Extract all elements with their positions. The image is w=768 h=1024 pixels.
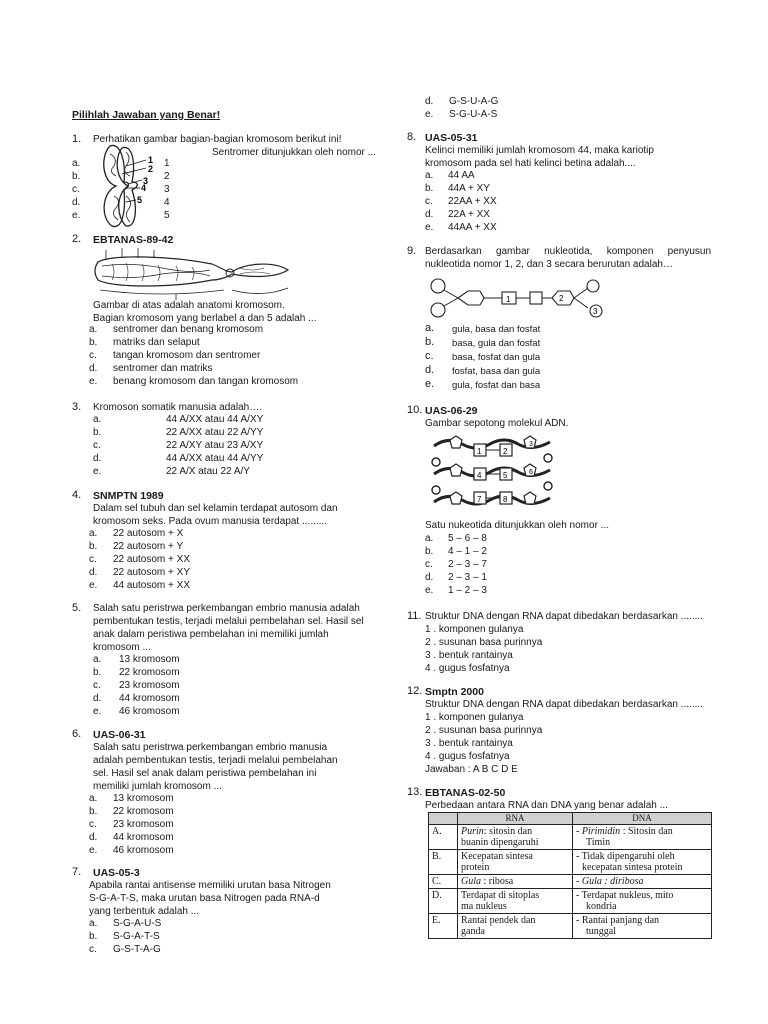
q4-opt-b: 22 autosom + Y xyxy=(113,541,184,552)
q1-opt-a-letter: a. xyxy=(72,158,81,169)
q8-opt-d-letter: d. xyxy=(425,209,434,220)
q1-opt-e-letter: e. xyxy=(72,210,81,221)
q11-item-2: 2 . susunan basa purinnya xyxy=(425,637,543,648)
dna-label-2: 2 xyxy=(503,447,508,456)
dna-label-3: 3 xyxy=(529,441,533,448)
q6-opt-a-letter: a. xyxy=(89,793,98,804)
row-b-dna-text: - Tidak dipengaruhi oleh xyxy=(576,851,675,862)
q10-opt-e: 1 – 2 – 3 xyxy=(448,585,487,596)
q5-opt-d-letter: d. xyxy=(93,693,102,704)
row-a-dna-text: : Sitosin dan xyxy=(620,826,673,837)
q6-opt-a: 13 kromosom xyxy=(113,793,174,804)
nucleotide-label-2: 2 xyxy=(559,294,564,303)
q2-text-2: Bagian kromosom yang berlabel a dan 5 adalah ... xyxy=(93,313,317,324)
q12-heading: Smptn 2000 xyxy=(425,686,484,698)
row-c-dna-prefix: - xyxy=(576,876,582,887)
q5-line-2: pembentukan testis, terjadi melalui pembelahan sel. Hasil sel xyxy=(93,616,364,627)
row-a-rna-text-2: buanin dipengaruhi xyxy=(461,837,539,848)
fig1-label-5: 5 xyxy=(137,195,143,205)
q1-opt-d-letter: d. xyxy=(72,197,81,208)
q7-opt-e-letter: e. xyxy=(425,109,434,120)
dna-label-1: 1 xyxy=(477,447,482,456)
q5-opt-b: 22 kromosom xyxy=(119,667,180,678)
q10-text-1: Gambar sepotong molekul ADN. xyxy=(425,418,569,429)
row-b-rna-text: Kecepatan sintesa xyxy=(461,851,533,862)
q7-opt-a: S-G-A-U-S xyxy=(113,918,162,929)
row-a-dna xyxy=(573,825,712,850)
q1-opt-b-letter: b. xyxy=(72,171,81,182)
q11-item-4: 4 . gugus fosfatnya xyxy=(425,663,510,674)
q4-opt-a: 22 autosom + X xyxy=(113,528,184,539)
q7-opt-d-letter: d. xyxy=(425,96,434,107)
q5-opt-a-letter: a. xyxy=(93,654,102,665)
q10-opt-b-letter: b. xyxy=(425,546,434,557)
q4-opt-a-letter: a. xyxy=(89,528,98,539)
q5-opt-a: 13 kromosom xyxy=(119,654,180,665)
row-a-rna xyxy=(458,825,573,850)
q8-number: 8. xyxy=(407,131,417,143)
row-d-dna-text: - Terdapat nukleus, mito xyxy=(576,890,674,901)
q6-opt-b-letter: b. xyxy=(89,806,98,817)
q3-text: Kromoson somatik manusia adalah…. xyxy=(93,402,262,413)
q6-opt-c-letter: c. xyxy=(89,819,97,830)
table-header-key xyxy=(429,813,458,825)
q6-line-2: adalah pembentukan testis, terjadi melalui pembelahan xyxy=(93,755,338,766)
q7-line-2: S-G-A-T-S, maka urutan basa Nitrogen pada RNA-d xyxy=(89,893,320,904)
row-b-dna-text-2: kecepatan sintesa protein xyxy=(582,862,683,873)
q6-heading: UAS-06-31 xyxy=(93,729,146,741)
q3-opt-a-letter: a. xyxy=(93,414,102,425)
q8-text-2: kromosom pada sel hati kelinci betina adalah.... xyxy=(425,158,636,169)
q6-number: 6. xyxy=(72,728,82,740)
q6-opt-b: 22 kromosom xyxy=(113,806,174,817)
q8-opt-d: 22A + XX xyxy=(448,209,490,220)
q3-opt-c: 22 A/XY atau 23 A/XY xyxy=(166,440,264,451)
q12-item-2: 2 . susunan basa purinnya xyxy=(425,725,543,736)
q5-line-4: kromosom ... xyxy=(93,642,151,653)
q8-opt-a: 44 AA xyxy=(448,170,475,181)
q9-opt-c: basa, fosfat dan gula xyxy=(452,352,541,363)
q4-opt-e: 44 autosom + XX xyxy=(113,580,190,591)
q2-opt-b-letter: b. xyxy=(89,337,98,348)
rna-dna-table xyxy=(428,812,712,939)
q5-opt-d: 44 kromosom xyxy=(119,693,180,704)
row-b-rna-text-2: protein xyxy=(461,862,490,873)
q3-number: 3. xyxy=(72,401,82,413)
q10-opt-d-letter: d. xyxy=(425,572,434,583)
q5-opt-c-letter: c. xyxy=(93,680,101,691)
dna-figure xyxy=(428,430,558,516)
q9-text-1: Berdasarkan gambar nukleotida, komponen penyusun xyxy=(425,246,711,257)
q9-number: 9. xyxy=(407,245,417,257)
row-e-rna-text-2: ganda xyxy=(461,926,485,937)
q7-opt-a-letter: a. xyxy=(89,918,98,929)
q7-opt-c-letter: c. xyxy=(89,944,97,955)
q8-opt-c: 22AA + XX xyxy=(448,196,497,207)
row-e-dna xyxy=(573,914,712,939)
q7-opt-e: S-G-U-A-S xyxy=(449,109,498,120)
q6-opt-d-letter: d. xyxy=(89,832,98,843)
row-a-key: A. xyxy=(429,825,458,850)
q2-opt-c-letter: c. xyxy=(89,350,97,361)
q1-opt-e: 5 xyxy=(164,210,170,221)
table-row xyxy=(429,889,712,914)
chromosome-figure-2 xyxy=(92,246,292,300)
q7-opt-b: S-G-A-T-S xyxy=(113,931,160,942)
q1-number: 1. xyxy=(72,133,82,145)
row-c-rna-text: : ribosa xyxy=(481,876,514,887)
q13-number: 13. xyxy=(407,786,423,798)
q10-opt-d: 2 – 3 – 1 xyxy=(448,572,487,583)
q13-heading: EBTANAS-02-50 xyxy=(425,787,506,799)
nucleotide-figure xyxy=(428,276,608,320)
q13-text: Perbedaan antara RNA dan DNA yang benar adalah ... xyxy=(425,800,668,811)
fig1-label-1: 1 xyxy=(148,155,154,165)
dna-label-8: 8 xyxy=(503,495,508,504)
q7-opt-c: G-S-T-A-G xyxy=(113,944,161,955)
q1-opt-d: 4 xyxy=(164,197,170,208)
q2-opt-e-letter: e. xyxy=(89,376,98,387)
q2-opt-a-letter: a. xyxy=(89,324,98,335)
row-a-dna-italic: Pirimidin xyxy=(581,826,621,837)
row-d-dna-text-2: kondria xyxy=(586,901,617,912)
q3-opt-b-letter: b. xyxy=(93,427,102,438)
page-title: Pilihlah Jawaban yang Benar! xyxy=(72,109,221,121)
row-c-key: C. xyxy=(429,875,458,889)
q10-opt-a: 5 – 6 – 8 xyxy=(448,533,487,544)
row-a-rna-text: : sitosin dan xyxy=(483,826,533,837)
q3-opt-d-letter: d. xyxy=(93,453,102,464)
q4-number: 4. xyxy=(72,489,82,501)
q7-heading: UAS-05-3 xyxy=(93,867,140,879)
q10-number: 10. xyxy=(407,404,423,416)
q2-opt-d: sentromer dan matriks xyxy=(113,363,213,374)
table-row xyxy=(429,850,712,875)
q4-opt-d: 22 autosom + XY xyxy=(113,567,190,578)
dna-label-7: 7 xyxy=(477,495,482,504)
q7-opt-b-letter: b. xyxy=(89,931,98,942)
q12-number: 12. xyxy=(407,685,423,697)
q10-opt-a-letter: a. xyxy=(425,533,434,544)
q10-opt-c: 2 – 3 – 7 xyxy=(448,559,487,570)
q4-opt-d-letter: d. xyxy=(89,567,98,578)
row-d-rna-text-2: ma nukleus xyxy=(461,901,507,912)
q9-opt-d-letter: d. xyxy=(425,364,435,376)
q12-text: Struktur DNA dengan RNA dapat dibedakan berdasarkan ........ xyxy=(425,699,703,710)
q9-opt-d: fosfat, basa dan gula xyxy=(452,366,541,377)
q6-opt-d: 44 kromosom xyxy=(113,832,174,843)
q9-opt-e: gula, fosfat dan basa xyxy=(452,380,541,391)
q3-opt-c-letter: c. xyxy=(93,440,101,451)
row-e-key: E. xyxy=(429,914,458,939)
row-e-rna-text: Rantai pendek dan xyxy=(461,915,536,926)
fig1-label-4: 4 xyxy=(141,183,147,193)
q10-text-2: Satu nukeotida ditunjukkan oleh nomor ... xyxy=(425,520,610,531)
q11-text: Struktur DNA dengan RNA dapat dibedakan berdasarkan ........ xyxy=(425,611,703,622)
dna-label-6: 6 xyxy=(529,469,533,476)
table-row xyxy=(429,914,712,939)
q4-heading: SNMPTN 1989 xyxy=(93,490,164,502)
q2-number: 2. xyxy=(72,233,82,245)
q6-line-3: sel. Hasil sel anak dalam peristiwa pembelahan ini xyxy=(93,768,317,779)
row-c-dna xyxy=(573,875,712,889)
row-a-dna-text-2: Timin xyxy=(586,837,611,848)
q3-opt-e: 22 A/X atau 22 A/Y xyxy=(166,466,250,477)
q9-opt-b-letter: b. xyxy=(425,336,435,348)
q9-opt-c-letter: c. xyxy=(425,350,434,362)
row-b-key: B. xyxy=(429,850,458,875)
q7-line-1: Apabila rantai antisense memiliki urutan basa Nitrogen xyxy=(89,880,331,891)
q5-number: 5. xyxy=(72,602,82,614)
q5-opt-e-letter: e. xyxy=(93,706,102,717)
q6-opt-e-letter: e. xyxy=(89,845,98,856)
q6-line-4: memiliki jumlah kromosom ... xyxy=(93,781,222,792)
row-d-dna xyxy=(573,889,712,914)
q1-opt-c-letter: c. xyxy=(72,184,80,195)
q9-opt-e-letter: e. xyxy=(425,378,435,390)
q9-opt-a: gula, basa dan fosfat xyxy=(452,324,541,335)
q5-line-3: anak dalam peristiwa pembelahan ini memiliki jumlah xyxy=(93,629,329,640)
chromosome-figure-1 xyxy=(96,142,158,230)
q7-opt-d: G-S-U-A-G xyxy=(449,96,499,107)
q2-opt-c: tangan kromosom dan sentromer xyxy=(113,350,261,361)
q7-line-3: yang terbentuk adalah ... xyxy=(89,906,200,917)
row-c-rna xyxy=(458,875,573,889)
q8-opt-b-letter: b. xyxy=(425,183,434,194)
row-e-dna-text-2: tunggal xyxy=(586,926,616,937)
q8-opt-b: 44A + XY xyxy=(448,183,490,194)
row-a-dna-prefix: - xyxy=(576,826,582,837)
q5-opt-b-letter: b. xyxy=(93,667,102,678)
q6-opt-e: 46 kromosom xyxy=(113,845,174,856)
q12-item-1: 1 . komponen gulanya xyxy=(425,712,524,723)
q8-text-1: Kelinci memiliki jumlah kromosom 44, maka kariotip xyxy=(425,145,654,156)
q10-heading: UAS-06-29 xyxy=(425,405,478,417)
dna-label-5: 5 xyxy=(503,471,508,480)
q2-text-1: Gambar di atas adalah anatomi kromosom. xyxy=(93,300,285,311)
row-c-dna-italic: Gula : diribosa xyxy=(581,876,644,887)
q11-item-1: 1 . komponen gulanya xyxy=(425,624,524,635)
q4-opt-b-letter: b. xyxy=(89,541,98,552)
q9-opt-a-letter: a. xyxy=(425,322,435,334)
q6-opt-c: 23 kromosom xyxy=(113,819,174,830)
q5-opt-e: 46 kromosom xyxy=(119,706,180,717)
fig1-label-2: 2 xyxy=(148,164,154,174)
row-b-dna xyxy=(573,850,712,875)
q8-opt-e: 44AA + XX xyxy=(448,222,497,233)
q8-opt-c-letter: c. xyxy=(425,196,433,207)
q5-opt-c: 23 kromosom xyxy=(119,680,180,691)
q12-item-4: 4 . gugus fosfatnya xyxy=(425,751,510,762)
table-header-dna: DNA xyxy=(573,813,712,825)
q4-text-2: kromosom seks. Pada ovum manusia terdapat ......... xyxy=(93,516,327,527)
row-d-rna xyxy=(458,889,573,914)
q3-opt-b: 22 A/XX atau 22 A/YY xyxy=(166,427,264,438)
fig1-label-3: 3 xyxy=(143,176,149,186)
q5-line-1: Salah satu peristrwa perkembangan embrio manusia adalah xyxy=(93,603,360,614)
row-d-key: D. xyxy=(429,889,458,914)
nucleotide-label-1: 1 xyxy=(506,295,511,304)
q3-opt-e-letter: e. xyxy=(93,466,102,477)
q8-heading: UAS-05-31 xyxy=(425,132,478,144)
q4-opt-e-letter: e. xyxy=(89,580,98,591)
q7-number: 7. xyxy=(72,866,82,878)
q12-item-3: 3 . bentuk rantainya xyxy=(425,738,513,749)
row-b-rna xyxy=(458,850,573,875)
q8-opt-a-letter: a. xyxy=(425,170,434,181)
q2-heading: EBTANAS-89-42 xyxy=(93,234,174,246)
q2-opt-d-letter: d. xyxy=(89,363,98,374)
row-c-rna-italic: Gula xyxy=(461,876,481,887)
dna-label-4: 4 xyxy=(477,471,482,480)
q10-opt-c-letter: c. xyxy=(425,559,433,570)
q8-opt-e-letter: e. xyxy=(425,222,434,233)
q4-opt-c: 22 autosom + XX xyxy=(113,554,190,565)
row-a-rna-italic: Purin xyxy=(461,826,484,837)
q9-text-2: nukleotida nomor 1, 2, dan 3 secara berurutan adalah… xyxy=(425,259,673,270)
q1-opt-a: 1 xyxy=(164,158,170,169)
q1-text: Perhatikan gambar bagian-bagian kromosom berikut ini! xyxy=(93,134,342,145)
nucleotide-label-3: 3 xyxy=(593,307,598,316)
q6-line-1: Salah satu peristrwa perkembangan embrio manusia xyxy=(93,742,328,753)
q1-opt-b: 2 xyxy=(164,171,170,182)
q9-opt-b: basa, gula dan fosfat xyxy=(452,338,541,349)
q11-item-3: 3 . bentuk rantainya xyxy=(425,650,513,661)
table-header-rna: RNA xyxy=(458,813,573,825)
q1-subtext: Sentromer ditunjukkan oleh nomor ... xyxy=(212,147,376,158)
q11-number: 11. xyxy=(407,610,422,622)
q4-opt-c-letter: c. xyxy=(89,554,97,565)
q2-opt-b: matriks dan selaput xyxy=(113,337,200,348)
q4-text-1: Dalam sel tubuh dan sel kelamin terdapat autosom dan xyxy=(93,503,338,514)
q2-opt-e: benang kromosom dan tangan kromosom xyxy=(113,376,299,387)
table-row xyxy=(429,875,712,889)
table-header-row xyxy=(429,813,712,825)
q3-opt-d: 44 A/XX atau 44 A/YY xyxy=(166,453,264,464)
q2-opt-a: sentromer dan benang kromosom xyxy=(113,324,264,335)
q12-answer: Jawaban : A B C D E xyxy=(425,764,518,775)
q10-opt-e-letter: e. xyxy=(425,585,434,596)
row-e-rna xyxy=(458,914,573,939)
row-d-rna-text: Terdapat di sitoplas xyxy=(461,890,540,901)
q3-opt-a: 44 A/XX atau 44 A/XY xyxy=(166,414,264,425)
table-row xyxy=(429,825,712,850)
row-e-dna-text: - Rantai panjang dan xyxy=(576,915,660,926)
q1-opt-c: 3 xyxy=(164,184,170,195)
q10-opt-b: 4 – 1 – 2 xyxy=(448,546,487,557)
